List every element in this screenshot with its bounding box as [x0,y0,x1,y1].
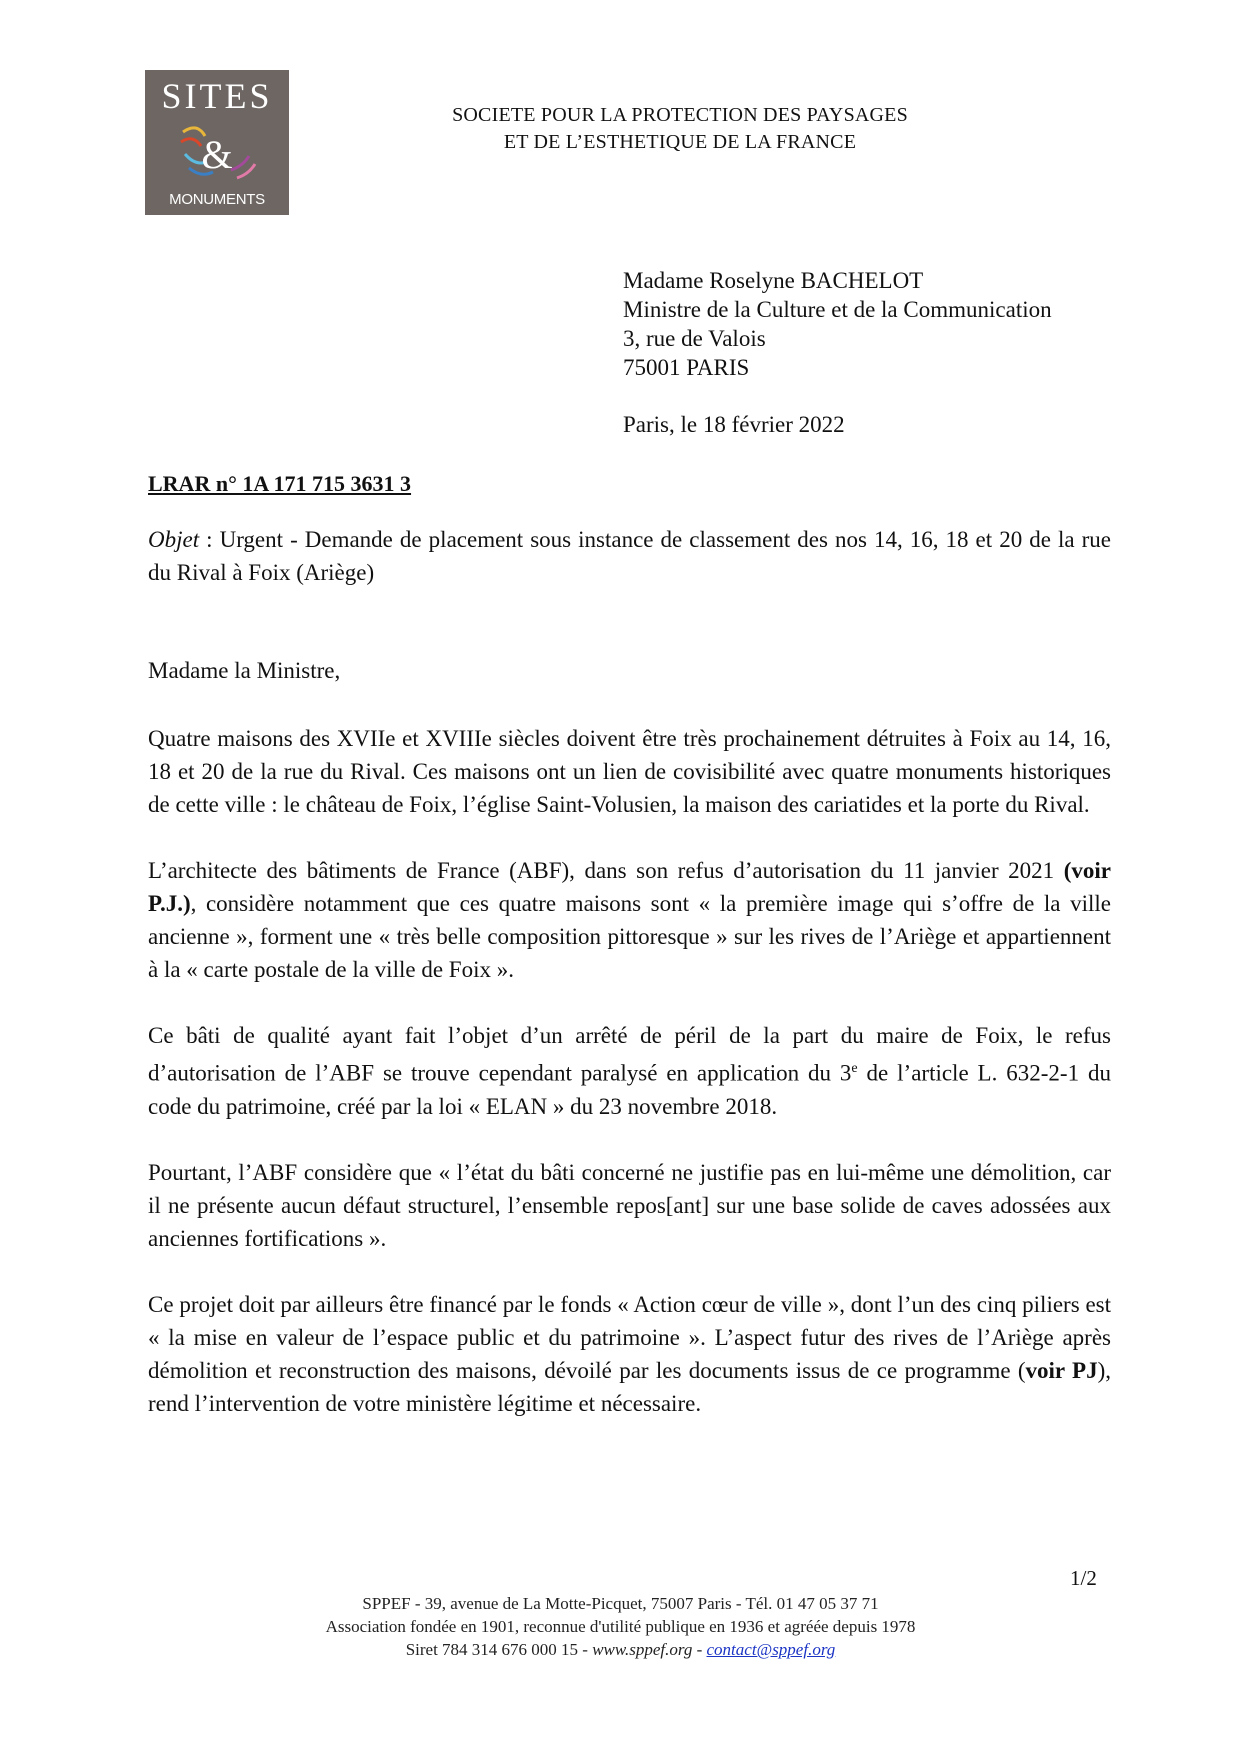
paragraph-5-text: Ce projet doit par ailleurs être financé par le fonds « Action cœur de ville », dont l’un des cinq piliers est « la mise en valeur de l’espace public et du patrimoine ». L’aspect futur des rives de l’Ariège après démolition et reconstruction des maisons, dévoilé par les documents issus de ce programme ( [148,1291,1111,1383]
letter-subject [148,523,1111,589]
footer-association: Association fondée en 1901, reconnue d'utilité publique en 1936 et agréée depuis 1978 [325,1617,916,1636]
footer-address: SPPEF - 39, avenue de La Motte-Picquet, 75007 Paris - Tél. 01 47 05 37 71 [362,1594,879,1613]
paragraph-5-attachment-ref: voir PJ [1025,1357,1098,1383]
footer-separator: - [692,1640,707,1659]
letter-date: Paris, le 18 février 2022 [623,412,845,437]
paragraph-2-text: L’architecte des bâtiments de France (ABF), dans son refus d’autorisation du 11 janvier 2021 [148,858,1064,883]
paragraph-4: Pourtant, l’ABF considère que « l’état du bâti concerné ne justifie pas en lui-même une démolition, car il ne présente aucun défaut structurel, l’ensemble repos[ant] sur une base solide de caves adossées aux anciennes fortifications ». [148,1159,1111,1251]
sites-monuments-logo [145,70,289,215]
recipient-title: Ministre de la Culture et de la Communication [623,297,1052,322]
footer-contact-line [200,1638,1041,1661]
logo-text-ampersand: & [201,132,233,177]
letter-footer [200,1592,1041,1661]
page-number: 1/2 [1070,1566,1097,1590]
subject-text: : Urgent - Demande de placement sous instance de classement des nos 14, 16, 18 et 20 de la rue du Rival à Foix (Ariège) [148,527,1111,585]
subject-label: Objet [148,527,200,552]
logo-text-monuments: MONUMENTS [169,191,265,208]
recipient-name: Madame Roselyne BACHELOT [623,268,924,293]
paragraph-5 [148,1288,1111,1420]
paragraph-2-attachment-ref: (voir P.J.) [148,858,1111,916]
letter-body [148,722,1111,1453]
organization-header [380,102,980,156]
paragraph-2 [148,854,1111,986]
recipient-city: 75001 PARIS [623,355,750,380]
footer-siret: Siret 784 314 676 000 15 - [405,1640,593,1659]
recipient-street: 3, rue de Valois [623,326,766,351]
paragraph-3-text: Ce bâti de qualité ayant fait l’objet d’un arrêté de péril de la part du maire de Foix, le refus d’autorisation de l’ABF se trouve cependant paralysé en application du 3 [148,1023,1111,1086]
paragraph-5-text-end: ), rend l’intervention de votre ministère légitime et nécessaire. [148,1357,1112,1416]
recipient-address [623,266,1052,382]
paragraph-3 [148,1019,1111,1123]
paragraph-1: Quatre maisons des XVIIe et XVIIIe siècles doivent être très prochainement détruites à Foix au 14, 16, 18 et 20 de la rue du Rival. Ces maisons ont un lien de covisibilité avec quatre monuments historiques de cette ville : le château de Foix, l’église Saint-Volusien, la maison des cariatides et la porte du Rival. [148,726,1111,817]
logo-graphic [145,70,289,215]
salutation: Madame la Ministre, [148,658,341,683]
footer-email-link[interactable]: contact@sppef.org [706,1640,836,1659]
organization-header-line1: SOCIETE POUR LA PROTECTION DES PAYSAGES [452,104,908,126]
logo-text-sites: SITES [161,76,273,116]
paragraph-3-superscript: e [851,1061,858,1076]
footer-website-link[interactable]: www.sppef.org [592,1640,693,1659]
organization-header-line2: ET DE L’ESTHETIQUE DE LA FRANCE [503,131,857,153]
paragraph-2-text-end: , considère notamment que ces quatre maisons sont « la première image qui s’offre de la ville ancienne », forment une « très belle composition pittoresque » sur les rives de l’Ariège et appartiennent à la « carte postale de la ville de Foix ». [148,891,1111,982]
paragraph-3-text-end: de l’article L. 632-2-1 du code du patrimoine, créé par la loi « ELAN » du 23 novembre 2018. [148,1060,1111,1119]
registered-mail-reference: LRAR n° 1A 171 715 3631 3 [148,471,412,496]
